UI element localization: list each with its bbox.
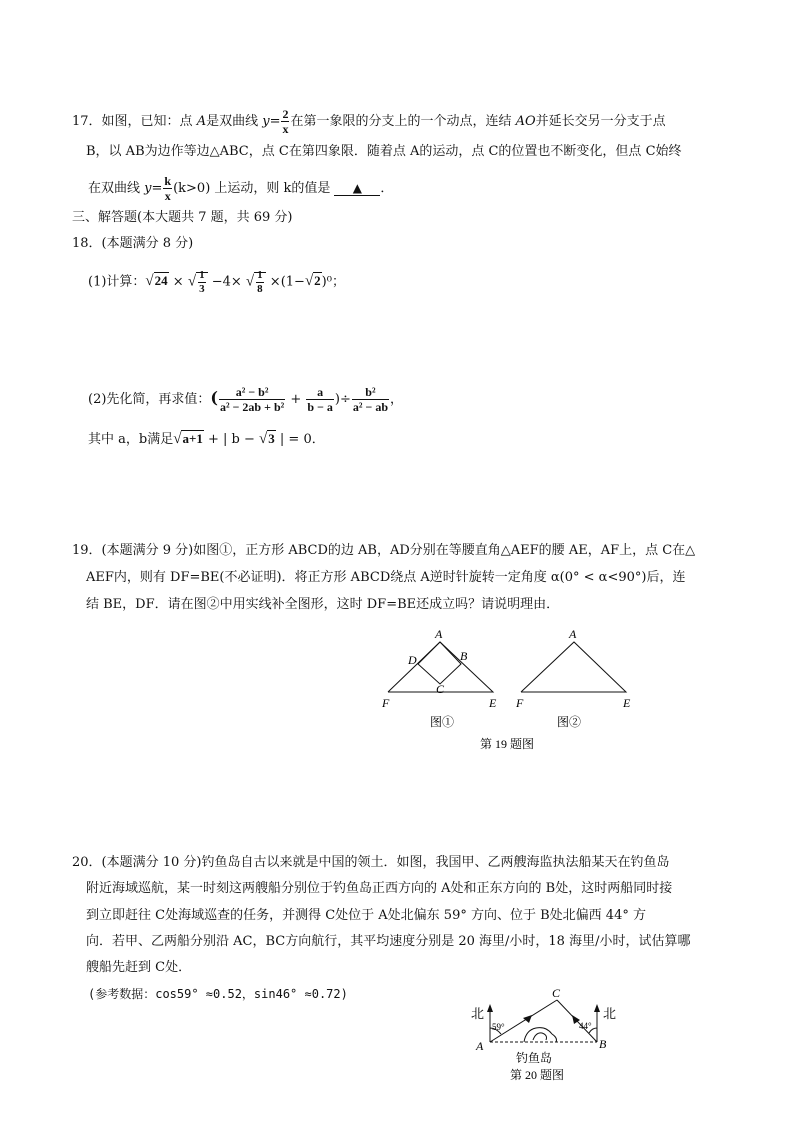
- q20-line4: 向．若甲、乙两船分别沿 AC，BC方向航行，其平均速度分别是 20 海里/小时，18 海里/小时，试估算哪: [86, 934, 691, 949]
- square-abcd: [418, 642, 461, 684]
- q19-fig-caption: 第 19 题图: [480, 737, 535, 751]
- q17-line1: 17．如图，已知：点 A是双曲线 y= $\frac{2}{x}$ 在第一象限的分支上的一个动点，连结 AO并延长交另一分支于点: [72, 107, 666, 136]
- angle-label-44: 44°: [579, 1021, 592, 1031]
- fig1-label-c: C: [436, 682, 445, 696]
- sqrt-3: √3: [259, 431, 275, 447]
- sqrt-one-third: √ $\frac{1}{3}$: [188, 270, 208, 295]
- figure-2: [521, 642, 626, 692]
- segment-ac: [490, 1000, 557, 1042]
- fraction-expr-3: $\frac{\text{b²}}{\text{a² − ab}}$: [352, 385, 388, 414]
- north-arrowhead-left: [487, 1004, 493, 1012]
- q19-figures: [0, 622, 794, 752]
- point-label-c: C: [552, 986, 561, 1000]
- section-3-heading: 三、解答题(本大题共 7 题，共 69 分): [72, 210, 293, 225]
- sqrt-a-plus-1: √a+1: [173, 431, 203, 447]
- q20-figure: [0, 982, 794, 1092]
- sqrt-2: √2: [304, 273, 321, 290]
- point-label-a: A: [476, 1039, 484, 1053]
- fig1-caption: 图①: [430, 715, 455, 729]
- q20-line3: 到立即赶往 C处海域巡查的任务，并测得 C处位于 A处北偏东 59° 方向、位于 B处北偏西 44° 方: [86, 908, 646, 923]
- fraction-expr-2: $\frac{a}{b - a}$: [307, 385, 333, 414]
- q19-line1: 19．(本题满分 9 分)如图①，正方形 ABCD的边 AB，AD分别在等腰直角△AEF的腰 AE，AF上，点 C在△: [72, 543, 696, 558]
- q20-fig-caption: 第 20 题图: [510, 1068, 565, 1082]
- q18-heading: 18．(本题满分 8 分): [72, 236, 194, 251]
- fig1-label-d: D: [408, 653, 417, 667]
- fraction-expr-1: $\frac{\text{a² − b²}}{\text{a² − 2ab + b²}}$: [220, 385, 285, 414]
- fraction-2-over-x: $\frac{2}{x}$: [282, 107, 289, 136]
- fig2-label-e: E: [623, 696, 631, 710]
- triangle-aef-2: [521, 642, 626, 692]
- fig2-caption: 图②: [557, 715, 582, 729]
- q20-line5: 艘船先赶到 C处．: [86, 960, 192, 975]
- fig1-label-b: B: [460, 649, 468, 663]
- q20-line2: 附近海域巡航，某一时刻这两艘船分别位于钓鱼岛正西方向的 A处和正东方向的 B处，这时两船同时接: [86, 881, 673, 896]
- point-label-b: B: [599, 1037, 607, 1051]
- triangle-marker-icon: ▲: [352, 181, 363, 195]
- fig2-label-f: F: [516, 696, 524, 710]
- island-inner: [533, 1033, 547, 1040]
- q20-line1: 20．(本题满分 10 分)钓鱼岛自古以来就是中国的领土．如图，我国甲、乙两艘海监执法船某天在钓鱼岛: [72, 855, 670, 870]
- north-arrowhead-right: [594, 1004, 600, 1012]
- fraction-k-over-x: $\frac{k}{x}$: [164, 174, 172, 203]
- sqrt-one-eighth: √ $\frac{1}{8}$: [246, 270, 266, 295]
- island-outline: [524, 1028, 557, 1042]
- q17-line3: 在双曲线 y= $\frac{k}{x}$ (k>0) 上运动，则 k的值是 ▲ ．: [88, 174, 394, 203]
- q19-line3: 结 BE，DF．请在图②中用实线补全图形，这时 DF=BE还成立吗？请说明理由．: [86, 597, 560, 612]
- angle-label-59: 59°: [492, 1022, 505, 1032]
- island-label: 钓鱼岛: [516, 1051, 553, 1065]
- fig1-label-f: F: [382, 696, 390, 710]
- fig2-label-a: A: [569, 627, 577, 641]
- q18-part2: (2)先化简，再求值：( $\frac{\text{a² − b²}}{\text{a² − 2ab + b²}}$ + $\frac{a}{b - a}$ )÷ $\frac{\text{b²}}{\text{a² − ab}}$ ，: [88, 385, 404, 414]
- fig1-label-e: E: [489, 696, 497, 710]
- q19-line2: AEF内，则有 DF=BE(不必证明)．将正方形 ABCD绕点 A逆时针旋转一定角度 α(0° < α<90°)后，连: [86, 570, 686, 585]
- q17-line2: B，以 AB为边作等边△ABC，点 C在第四象限．随着点 A的运动，点 C的位置也不断变化，但点 C始终: [86, 144, 682, 159]
- sqrt-24: √24: [145, 273, 168, 290]
- answer-blank: [334, 182, 380, 196]
- north-label-left: 北: [471, 1006, 485, 1021]
- arrowhead-ac: [523, 1015, 532, 1023]
- q18-part1: (1)计算：√24 × √ $\frac{1}{3}$ −4× √ $\frac{1}{8}$ ×(1−√2)⁰；: [88, 269, 345, 295]
- north-label-right: 北: [603, 1006, 617, 1021]
- q20-reference: (参考数据：cos59° ≈0.52，sin46° ≈0.72): [88, 987, 348, 1001]
- fig1-label-a: A: [435, 627, 443, 641]
- q18-condition: 其中 a，b满足√a+1 + | b − √3 | = 0．: [88, 431, 325, 447]
